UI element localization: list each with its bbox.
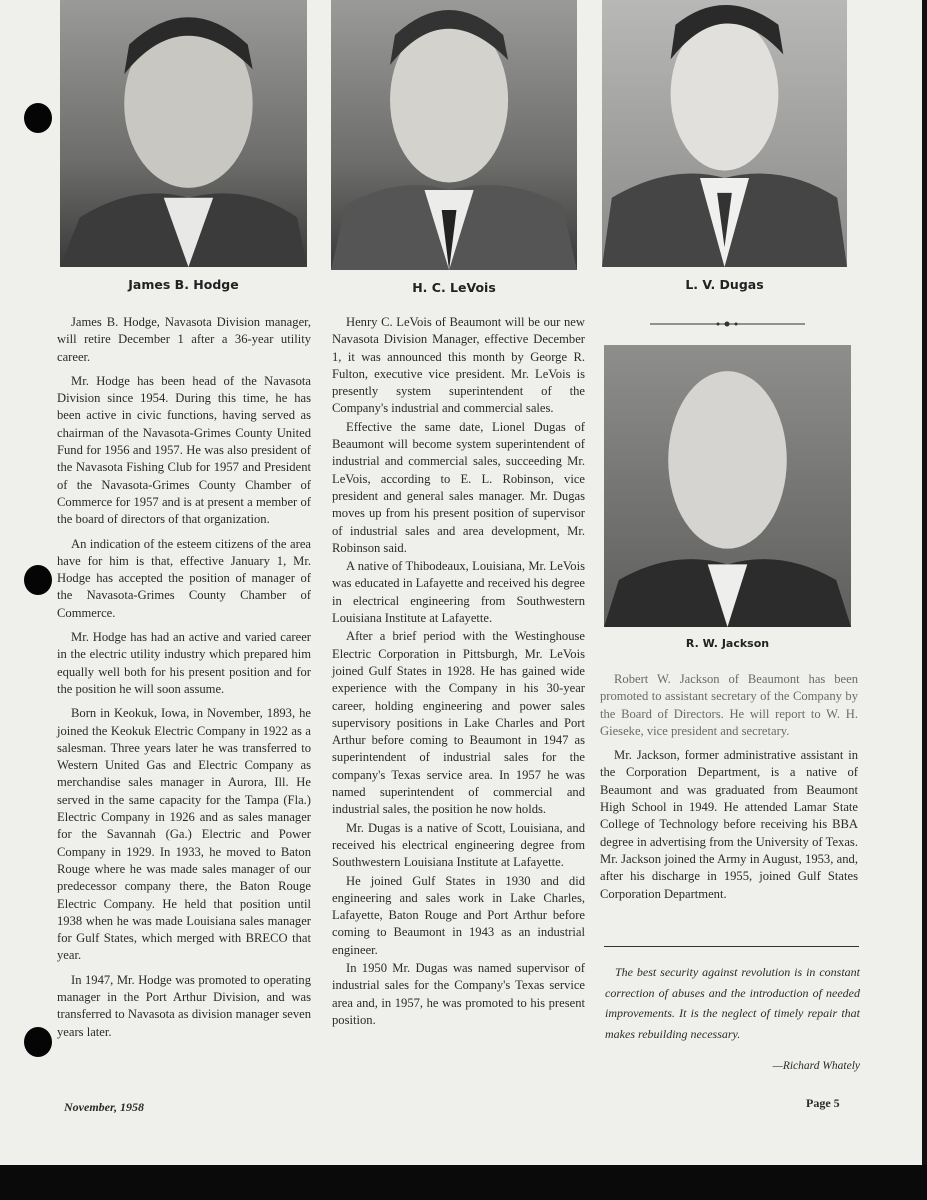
paragraph: A native of Thibodeaux, Louisiana, Mr. LeVois was educated in Lafayette and received his degree in electrical engineering from Southwestern Louisiana Institute at Lafayette. xyxy=(332,559,585,626)
caption-levois: H. C. LeVois xyxy=(412,280,496,295)
paragraph: He joined Gulf States in 1930 and did engineering and sales work in Lake Charles, Lafayette, Baton Rouge and Port Arthur before coming to Beaumont in 1943 as an industrial engineer. xyxy=(332,873,585,957)
ornamental-divider xyxy=(650,314,805,320)
caption-dugas: L. V. Dugas xyxy=(685,277,764,292)
paragraph: Robert W. Jackson of Beaumont has been promoted to assistant secretary of the Company by the Board of Directors. He will report to W. H. Gieseke, vice president and secretary. xyxy=(600,672,858,738)
quote-text: The best security against revolution is in constant correction of abuses and the introduction of needed improvements. It is the neglect of timely repair that makes rebuilding necessary. xyxy=(605,965,860,1041)
footer-date: November, 1958 xyxy=(64,1100,144,1114)
paragraph: Mr. Hodge has had an active and varied career in the electric utility industry which prepared him equally well both for his present position and for the position he will soon assume. xyxy=(57,630,311,696)
paragraph: Effective the same date, Lionel Dugas of Beaumont will become system superintendent of industrial and commercial sales, succeeding Mr. LeVois, according to E. L. Robinson, vice president and general sales manager. Mr. Dugas moves up from his present position of supervisor of industrial sales and area development, Mr. Robinson said. xyxy=(332,419,585,555)
punch-hole xyxy=(24,103,52,133)
punch-hole xyxy=(24,1027,52,1057)
scan-edge-bottom xyxy=(0,1165,927,1200)
page-number: Page 5 xyxy=(806,1096,840,1110)
quote-attribution: —Richard Whately xyxy=(772,1060,860,1072)
article-jackson xyxy=(600,671,858,904)
paragraph: An indication of the esteem citizens of the area have for him is that, effective January 1, Mr. Hodge has accepted the position of manager of the Navasota-Grimes County Chamber of Commerce. xyxy=(57,536,311,620)
caption-jackson: R. W. Jackson xyxy=(685,637,770,650)
quote-block xyxy=(605,962,860,1044)
portrait-photo-jackson xyxy=(604,345,851,627)
punch-hole xyxy=(24,565,52,595)
portrait-photo-hodge xyxy=(60,0,307,267)
paragraph: Mr. Jackson, former administrative assistant in the Corporation Department, is a native of Beaumont and was graduated from Beaumont High School in 1949. He attended Lamar State College of Technology before receiving his BBA degree in advertising from the University of Texas. Mr. Jackson joined the Army in August, 1953, and, after his discharge in 1955, joined Gulf States Corporation Department. xyxy=(600,748,858,901)
paragraph: James B. Hodge, Navasota Division manager, will retire December 1 after a 36-year utility career. xyxy=(57,315,311,364)
paragraph: After a brief period with the Westinghouse Electric Corporation in Pittsburgh, Mr. LeVois joined Gulf States in 1928. He has gained wide experience with the Company in his 30-year career, holding engineering and power sales supervisory positions in Lake Charles and Port Arthur before coming to Beaumont in 1947 as superintendent of industrial sales for the company's Texas service area. In 1957 he was named superintendent of commercial and industrial sales, the position he now holds. xyxy=(332,629,585,817)
paragraph: In 1947, Mr. Hodge was promoted to operating manager in the Port Arthur Division, and was transferred to Navasota as division manager seven years later. xyxy=(57,972,311,1039)
paragraph: In 1950 Mr. Dugas was named supervisor of industrial sales for the Company's Texas service area and, in 1957, he was promoted to his present position. xyxy=(332,960,585,1027)
scan-edge-right xyxy=(922,0,927,1200)
quote-divider xyxy=(604,946,859,947)
caption-hodge: James B. Hodge xyxy=(128,277,239,292)
paragraph: Henry C. LeVois of Beaumont will be our new Navasota Division Manager, effective December 1, it was announced this month by George R. Fulton, executive vice president. Mr. LeVois is presently system superintendent of the Company's industrial and commercial sales. xyxy=(332,315,585,416)
article-levois-dugas xyxy=(332,314,585,1030)
paragraph: Mr. Dugas is a native of Scott, Louisiana, and received his electrical engineering degree from Southwestern Louisiana Institute at Lafayette. xyxy=(332,820,585,870)
paragraph: Born in Keokuk, Iowa, in November, 1893, he joined the Keokuk Electric Company in 1922 as a salesman. Three years later he was transferred to Western United Gas and Electric Company as merchandise sales manager in Aurora, Ill. He served in the same capacity for the Tampa (Fla.) Electric Company in 1926 and as sales manager for the Savannah (Ga.) Electric and Power Company in 1929. In 1933, he moved to Baton Rouge where he was made sales manager of our predecessor company there, the Baton Rouge Electric Company. He held that position until 1938 when he was made Louisiana sales manager for Gulf States, which merged with BRECO that year. xyxy=(57,706,311,963)
article-hodge xyxy=(57,314,311,1042)
portrait-photo-dugas xyxy=(602,0,847,267)
paragraph: Mr. Hodge has been head of the Navasota Division since 1954. During this time, he has been active in civic functions, having served as chairman of the Navasota-Grimes County United Fund for 1956 and 1957. He was also president of the Navasota Fishing Club for 1957 and President of the Navasota-Grimes County Chamber of Commerce for 1957 and is at present a member of the board of directors of that organization. xyxy=(57,373,311,527)
portrait-photo-levois xyxy=(331,0,577,270)
